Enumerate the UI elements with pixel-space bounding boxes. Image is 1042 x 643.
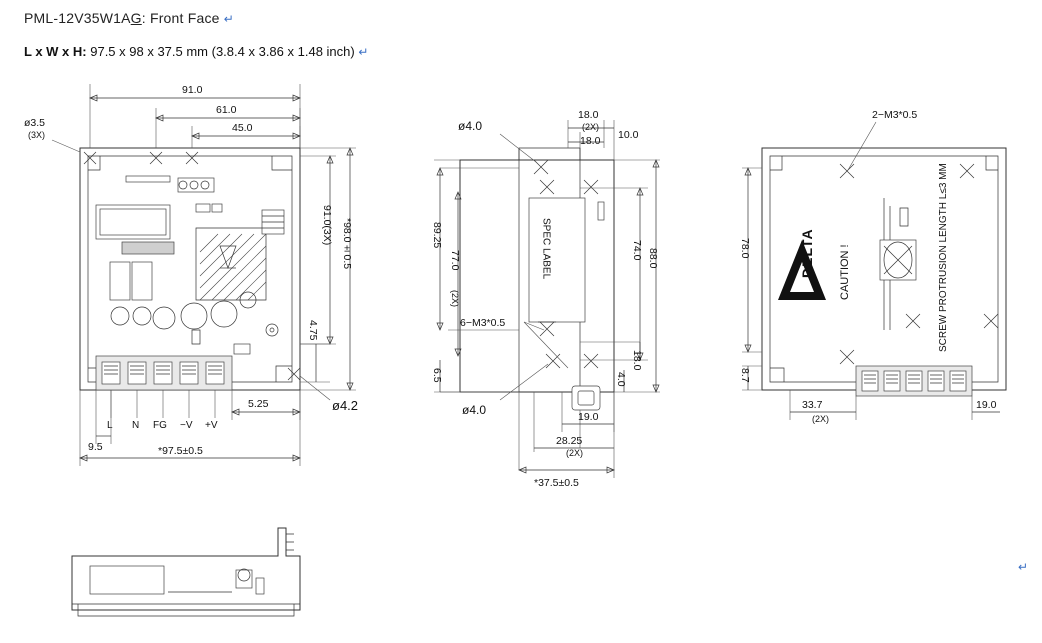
profile-tab-lines	[286, 534, 294, 550]
terminal-label-L: L	[107, 420, 113, 431]
caution-text: CAUTION !	[839, 244, 851, 300]
dim-dia-3-5-qty: (3X)	[28, 130, 46, 140]
dim-8-7: 8.7	[739, 368, 751, 383]
dim-dia-4-0-bottom: ø4.0	[462, 403, 487, 417]
rear-corner-notch-3	[770, 368, 784, 382]
title-underlined-part: G	[130, 10, 142, 26]
dim-74: 74.0	[631, 240, 643, 261]
rear-corner-notch-2	[986, 156, 998, 170]
terminal-leaders	[111, 390, 215, 418]
dim-89-25: 89.25	[431, 222, 443, 249]
front-corner-notch-2	[272, 156, 292, 170]
dim-dia-4-2: ø4.2	[332, 398, 359, 413]
paragraph-mark-3: ↵	[1017, 560, 1028, 574]
front-face-view	[24, 84, 358, 466]
title-prefix: PML-12V35W1A	[24, 10, 131, 26]
dim-18-right: 18.0	[631, 350, 643, 371]
dim-78: 78.0	[739, 238, 751, 259]
terminal-label-plusV: +V	[205, 420, 218, 431]
pcb-region-outline	[196, 228, 266, 300]
resistor-bar	[126, 176, 170, 182]
dim-88: 88.0	[647, 248, 659, 269]
dimensions-label: L x W x H:	[24, 44, 87, 59]
small-component-4	[192, 330, 200, 344]
terminal-label-FG: FG	[153, 420, 167, 431]
rear-corner-notch	[770, 156, 782, 170]
spec-label-text: SPEC LABEL	[540, 218, 552, 280]
dim-91-3x: 91.0(3X)	[321, 205, 333, 246]
dim-37-5: *37.5±0.5	[534, 477, 579, 489]
front-corner-notch-4	[276, 366, 292, 382]
front-right-dimensions	[300, 148, 356, 390]
bottom-plate-edges	[519, 148, 580, 160]
dim-19-rear: 19.0	[976, 399, 997, 411]
diode-symbol	[220, 246, 236, 268]
rear-screw-note	[848, 109, 917, 170]
dim-18-top-b: 18.0	[580, 135, 601, 147]
rear-face-view	[739, 109, 1006, 424]
profile-transformer	[90, 566, 164, 594]
dim-6-5: 6.5	[431, 368, 443, 383]
terminal-label-minusV: −V	[180, 420, 193, 431]
dia-4-2-callout	[300, 376, 358, 413]
dim-45-top: 45.0	[232, 122, 253, 134]
terminal-screws	[102, 362, 224, 384]
dim-9-5: 9.5	[88, 441, 103, 453]
bottom-top-dimensions	[568, 109, 639, 160]
hole-callout-front	[24, 117, 80, 152]
capacitor-round-7	[266, 324, 278, 336]
paragraph-mark: ↵	[223, 12, 234, 26]
dim-33-7: 33.7	[802, 399, 823, 411]
spec-label-box	[529, 198, 585, 322]
title-suffix: : Front Face	[141, 10, 220, 26]
dim-5-25: 5.25	[248, 398, 269, 410]
capacitor-round-4	[181, 303, 207, 329]
dim-10-top: 10.0	[618, 129, 639, 141]
dim-77-2x: (2X)	[450, 290, 460, 308]
capacitor-block-2	[132, 262, 152, 300]
dim-98: *98.0±0.5	[341, 218, 353, 270]
small-component-1	[196, 204, 210, 212]
bottom-right-dimensions	[580, 160, 660, 392]
rear-label-graphic	[880, 198, 916, 330]
front-top-dimensions	[90, 84, 300, 148]
dim-4-0-right: 4.0	[615, 372, 627, 387]
dimensions-value: 97.5 x 98 x 37.5 mm (3.8.4 x 3.86 x 1.48 inch)	[90, 44, 355, 59]
dim-28-25-2x: (2X)	[566, 448, 584, 458]
dim-6-m3: 6−M3*0.5	[460, 317, 506, 329]
dim-91-top: 91.0	[182, 84, 203, 96]
capacitor-block-1	[110, 262, 130, 300]
bottom-left-dimensions	[431, 160, 519, 392]
small-component-3	[234, 344, 250, 354]
ic-block-1	[178, 178, 214, 192]
dim-dia-4-0-top: ø4.0	[458, 119, 483, 133]
dim-19: 19.0	[578, 411, 599, 423]
capacitor-round-5	[211, 301, 237, 327]
dim-77: 77.0	[449, 250, 461, 271]
bottom-face-view	[431, 109, 660, 489]
dim-dia-3-5: ø3.5	[24, 117, 46, 129]
paragraph-mark-2: ↵	[358, 45, 369, 59]
pcb-hatch	[200, 234, 266, 300]
delta-brand-text: DELTA	[799, 228, 815, 278]
capacitor-round-3	[153, 307, 175, 329]
transformer-inner	[100, 209, 166, 235]
capacitor-round-7-center	[270, 328, 274, 332]
rear-screws	[840, 164, 998, 364]
dim-97-5: *97.5±0.5	[158, 445, 203, 457]
rear-terminal-screws	[862, 371, 966, 391]
profile-component-2	[256, 578, 264, 594]
dim-18-top: 18.0	[578, 109, 599, 121]
dim-4-75: 4.75	[307, 320, 319, 341]
delta-logo	[778, 228, 826, 300]
small-component-2	[212, 204, 222, 212]
dim-2-m3: 2−M3*0.5	[872, 109, 918, 121]
capacitor-round-1	[111, 307, 129, 325]
dim-33-7-2x: (2X)	[812, 414, 830, 424]
pcb-component-bar	[122, 242, 174, 254]
capacitor-round-2	[133, 307, 151, 325]
protrusion-note: SCREW PROTRUSION LENGTH L≤3 MM	[938, 163, 949, 352]
dim-28-25: 28.25	[556, 435, 583, 447]
vent-slot	[598, 202, 604, 220]
dim-18-top-2x: (2X)	[582, 122, 600, 132]
dim-61-top: 61.0	[216, 104, 237, 116]
side-profile-view	[72, 528, 300, 616]
terminal-label-N: N	[132, 420, 140, 431]
